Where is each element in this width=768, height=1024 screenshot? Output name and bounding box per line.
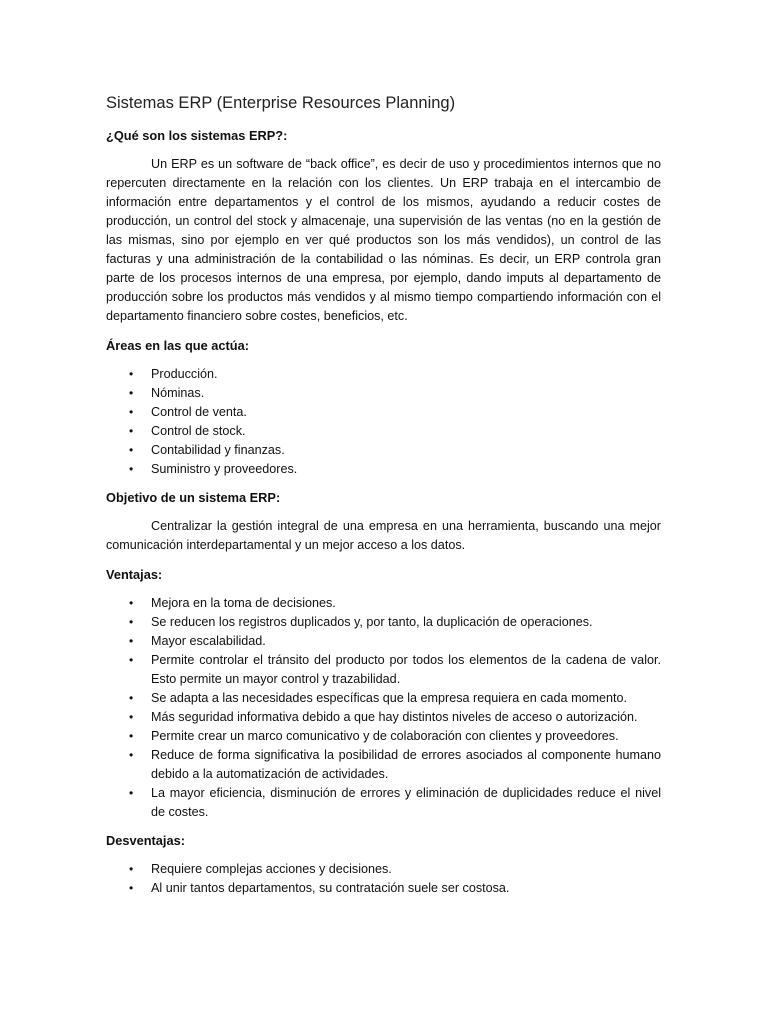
list-item: • Requiere complejas acciones y decisiones. — [106, 860, 661, 879]
bullet-icon: • — [129, 615, 134, 629]
bullet-icon: • — [129, 596, 134, 610]
list-item: • Control de venta. — [106, 403, 661, 422]
bullet-icon: • — [129, 786, 134, 800]
bullet-icon: • — [129, 462, 134, 476]
ventajas-list — [106, 594, 661, 822]
bullet-icon: • — [129, 424, 134, 438]
paragraph-que-son: Un ERP es un software de “back office”, es decir de uso y procedimientos internos que no repercuten directamente en la relación con los clientes. Un ERP trabaja en el intercambio de información entre departamentos y el control de los mismos, ayudando a reducir costes de producción, un control del stock y almacenaje, una supervisión de las ventas (no en la gestión de las mismas, sino por ejemplo en ver qué productos son los más vendidos), un control de las facturas y una administración de la contabilidad o las nóminas. Es decir, un ERP controla gran parte de los procesos internos de una empresa, por ejemplo, dando imputs al departamento de producción sobre los productos más vendidos y al mismo tiempo compartiendo información con el departamento financiero sobre costes, beneficios, etc. — [106, 157, 661, 323]
bullet-icon: • — [129, 443, 134, 457]
bullet-icon: • — [129, 386, 134, 400]
list-item: • Permite crear un marco comunicativo y de colaboración con clientes y proveedores. — [106, 727, 661, 746]
list-item: • Producción. — [106, 365, 661, 384]
document-title: Sistemas ERP (Enterprise Resources Planning) — [106, 94, 456, 112]
bullet-icon: • — [129, 862, 134, 876]
bullet-icon: • — [129, 691, 134, 705]
list-item: • Suministro y proveedores. — [106, 460, 661, 479]
list-item: • Reduce de forma significativa la posibilidad de errores asociados al componente humano debido a la automatización de actividades. — [129, 748, 661, 781]
list-item: • La mayor eficiencia, disminución de errores y eliminación de duplicidades reduce el nivel de costes. — [129, 786, 661, 819]
areas-list — [106, 365, 661, 479]
list-item: • Permite controlar el tránsito del producto por todos los elementos de la cadena de valor. Esto permite un mayor control y trazabilidad. — [129, 653, 661, 686]
document-page — [106, 92, 661, 908]
bullet-icon: • — [129, 653, 134, 667]
paragraph-objetivo: Centralizar la gestión integral de una empresa en una herramienta, buscando una mejor comunicación interdepartamental y un mejor acceso a los datos. — [106, 519, 661, 552]
bullet-icon: • — [129, 710, 134, 724]
desventajas-list — [106, 860, 661, 898]
bullet-icon: • — [129, 367, 134, 381]
list-item: • Mejora en la toma de decisiones. — [106, 594, 661, 613]
bullet-icon: • — [129, 729, 134, 743]
list-item: • Al unir tantos departamentos, su contratación suele ser costosa. — [106, 879, 661, 898]
bullet-icon: • — [129, 881, 134, 895]
list-item: • Se adapta a las necesidades específicas que la empresa requiera en cada momento. — [106, 689, 661, 708]
list-item: • Nóminas. — [106, 384, 661, 403]
list-item: • Se reducen los registros duplicados y, por tanto, la duplicación de operaciones. — [106, 613, 661, 632]
section-heading-ventajas: Ventajas: — [106, 567, 163, 582]
list-item: • Más seguridad informativa debido a que hay distintos niveles de acceso o autorización. — [106, 708, 661, 727]
list-item: • Mayor escalabilidad. — [106, 632, 661, 651]
list-item: • Contabilidad y finanzas. — [106, 441, 661, 460]
bullet-icon: • — [129, 634, 134, 648]
section-heading-objetivo: Objetivo de un sistema ERP: — [106, 490, 281, 505]
bullet-icon: • — [129, 405, 134, 419]
section-heading-areas: Áreas en las que actúa: — [106, 338, 249, 353]
section-heading-desventajas: Desventajas: — [106, 833, 185, 848]
bullet-icon: • — [129, 748, 134, 762]
section-heading-que-son: ¿Qué son los sistemas ERP?: — [106, 128, 288, 143]
list-item: • Control de stock. — [106, 422, 661, 441]
